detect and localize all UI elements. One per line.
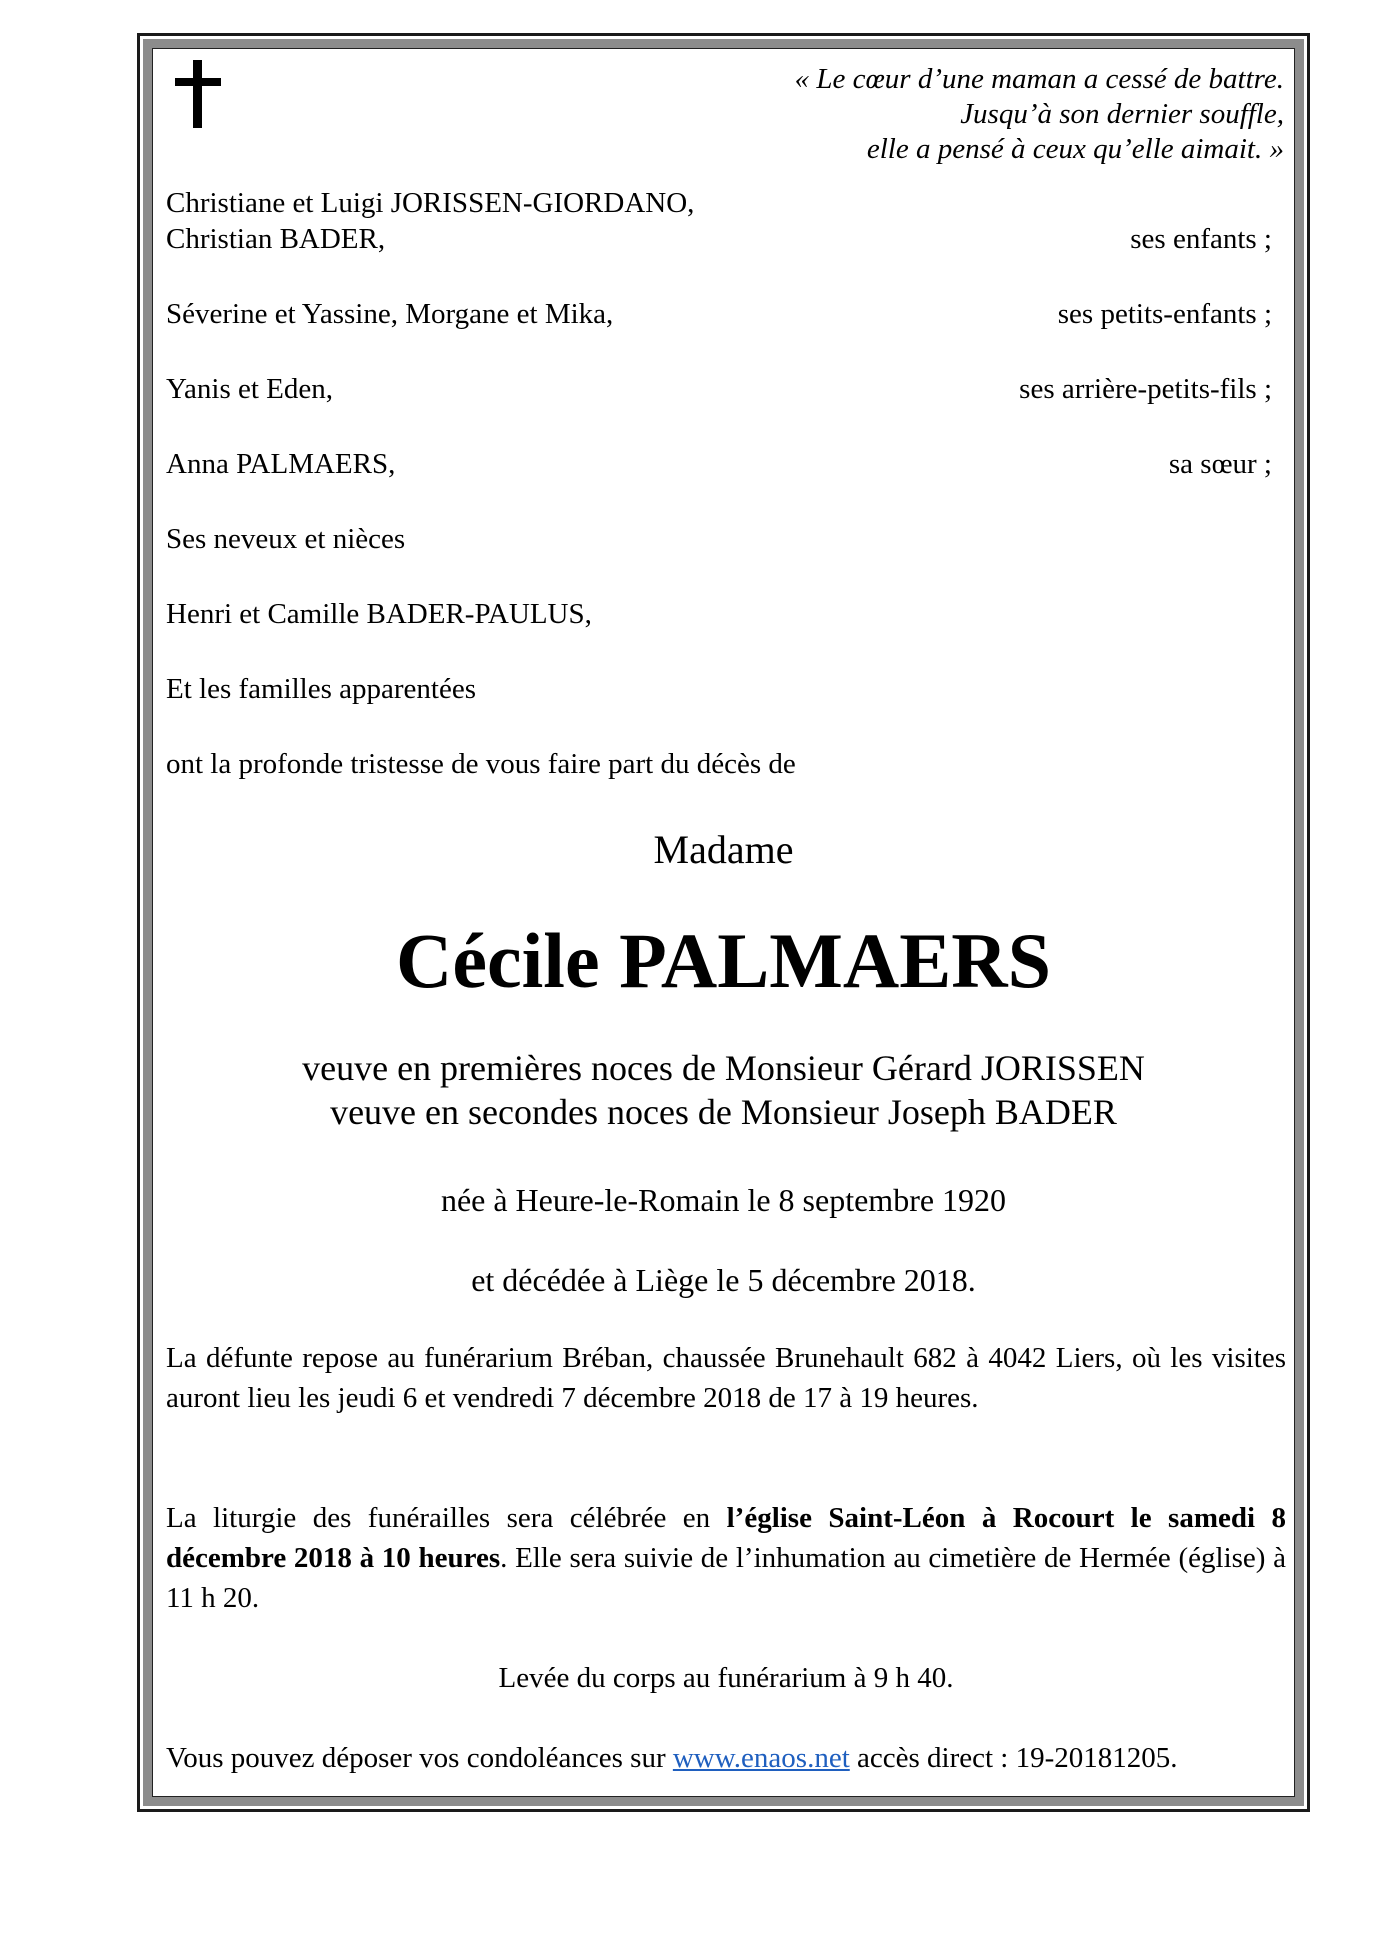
great-grandchildren-relation: ses arrière-petits-fils ; (1019, 373, 1272, 405)
liturgy-prefix: La liturgie des funérailles sera célébrée en (166, 1502, 727, 1534)
cross-icon (175, 60, 221, 128)
widow-line-1: veuve en premières noces de Monsieur Gérard JORISSEN (302, 1048, 1145, 1088)
sister-name: Anna PALMAERS, (166, 448, 396, 480)
enaos-link[interactable]: www.enaos.net (672, 1742, 850, 1774)
condolences-prefix: Vous pouvez déposer vos condoléances sur (166, 1742, 673, 1774)
inlaws-names: Henri et Camille BADER-PAULUS, (166, 598, 592, 630)
epigraph-quote (584, 62, 1284, 167)
sister-relation: sa sœur ; (1168, 448, 1272, 480)
quote-line-1: « Le cœur d’une maman a cessé de battre. (794, 63, 1284, 95)
deceased-name: Cécile PALMAERS (396, 917, 1051, 1004)
nephews-text: Ses neveux et nièces (166, 523, 406, 555)
birth-line: née à Heure-le-Romain le 8 septembre 1920 (440, 1182, 1007, 1218)
children-names-1: Christiane et Luigi JORISSEN-GIORDANO, (166, 187, 695, 219)
announcement-text: ont la profonde tristesse de vous faire part du décès de (166, 748, 796, 780)
children-relation: ses enfants ; (1130, 223, 1272, 255)
grandchildren-names: Séverine et Yassine, Morgane et Mika, (166, 298, 614, 330)
quote-line-3: elle a pensé à ceux qu’elle aimait. » (866, 133, 1284, 165)
liturgy-suffix: . Elle sera suivie de l’inhumation au cimetière de Hermée (église) à 11 h 20. (166, 1542, 1287, 1614)
liturgy-church-date: l’église Saint-Léon à Rocourt le samedi 8 décembre 2018 à 10 heures (166, 1502, 1286, 1574)
quote-line-2: Jusqu’à son dernier souffle, (960, 98, 1284, 130)
grandchildren-relation: ses petits-enfants ; (1057, 298, 1272, 330)
liturgy-paragraph (166, 1498, 1286, 1618)
condolences-suffix: accès direct : 19-20181205. (849, 1742, 1178, 1774)
great-grandchildren-names: Yanis et Eden, (166, 373, 334, 405)
children-names-2: Christian BADER, (166, 223, 386, 255)
death-line: et décédée à Liège le 5 décembre 2018. (471, 1262, 976, 1298)
levee-line: Levée du corps au funérarium à 9 h 40. (498, 1662, 954, 1694)
condolences-paragraph (166, 1738, 1286, 1778)
visitation-paragraph: La défunte repose au funérarium Bréban, chaussée Brunehault 682 à 4042 Liers, où les visites auront lieu les jeudi 6 et vendredi 7 décembre 2018 de 17 à 19 heures. (166, 1342, 1286, 1414)
families-text: Et les familles apparentées (166, 673, 477, 705)
widow-line-2: veuve en secondes noces de Monsieur Joseph BADER (330, 1092, 1117, 1132)
deceased-title: Madame (653, 827, 794, 872)
